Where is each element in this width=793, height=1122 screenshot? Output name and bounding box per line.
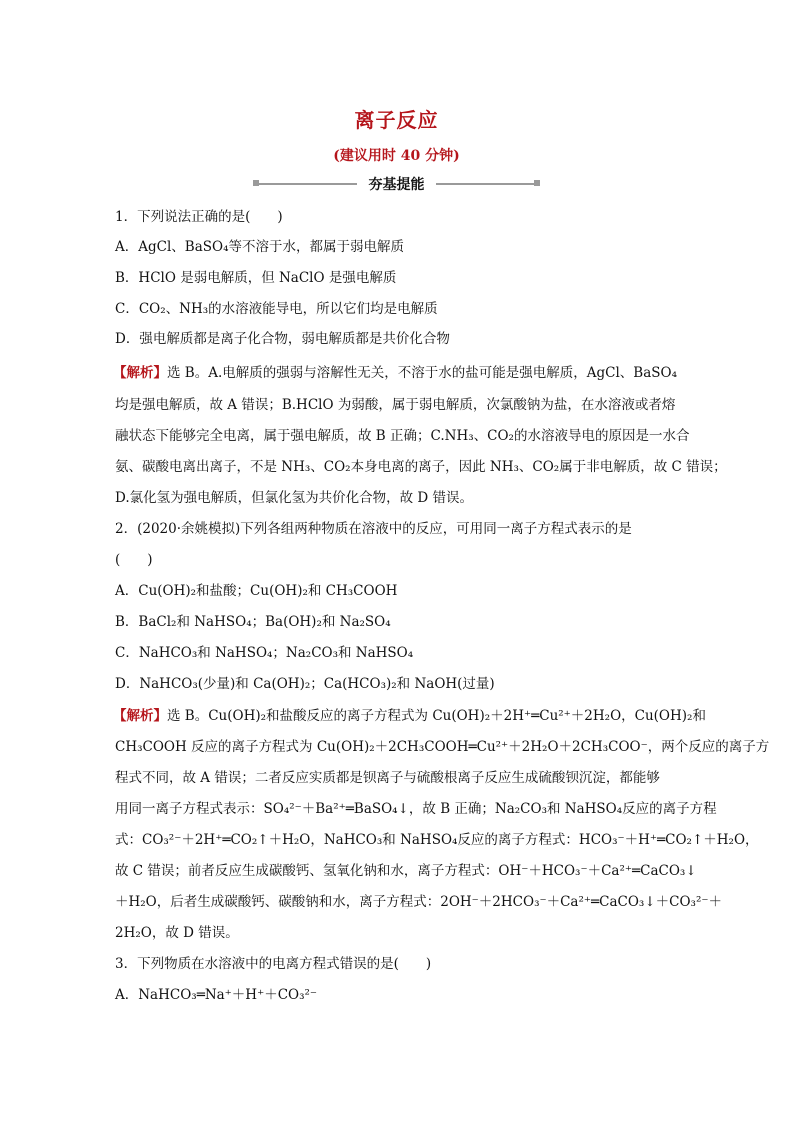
q2-option-a: A．Cu(OH)₂和盐酸；Cu(OH)₂和 CH₃COOH	[115, 583, 398, 599]
q1-stem: 1．下列说法正确的是( )	[115, 209, 283, 225]
q2-option-c: C．NaHCO₃和 NaHSO₄；Na₂CO₃和 NaHSO₄	[115, 645, 414, 661]
page-subtitle: (建议用时 40 分钟)	[333, 148, 460, 164]
section-label: 夯基提能	[368, 177, 425, 193]
q2-analysis-line-6: 故 C 错误；前者反应生成碳酸钙、氢氧化钠和水，离子方程式：OH⁻＋HCO₃⁻＋Ca²⁺═CaCO₃↓	[115, 863, 697, 879]
q1-analysis-line-2: 均是强电解质，故 A 错误；B.HClO 为弱酸，属于弱电解质，次氯酸钠为盐，在水溶液或者熔	[115, 397, 676, 413]
q1-analysis-text-1: 选 B。A.电解质的强弱与溶解性无关，不溶于水的盐可能是强电解质，AgCl、BaSO₄	[167, 365, 677, 381]
q2-stem-line-2: ( )	[115, 552, 153, 568]
page-title: 离子反应	[354, 108, 439, 132]
q2-stem-line-1: 2．(2020·余姚模拟)下列各组两种物质在溶液中的反应，可用同一离子方程式表示的是	[115, 521, 632, 537]
q2-analysis-line-5: 式：CO₃²⁻＋2H⁺═CO₂↑＋H₂O，NaHCO₃和 NaHSO₄反应的离子方程式：HCO₃⁻＋H⁺═CO₂↑＋H₂O，	[115, 832, 759, 848]
q2-analysis-line-7: ＋H₂O，后者生成碳酸钙、碳酸钠和水，离子方程式：2OH⁻＋2HCO₃⁻＋Ca²⁺═CaCO₃↓＋CO₃²⁻＋	[115, 894, 722, 910]
q2-option-d: D．NaHCO₃(少量)和 Ca(OH)₂；Ca(HCO₃)₂和 NaOH(过量)	[115, 676, 495, 692]
q2-option-b: B．BaCl₂和 NaHSO₄；Ba(OH)₂和 Na₂SO₄	[115, 614, 391, 630]
section-divider	[253, 174, 540, 194]
q2-analysis-line-4: 用同一离子方程式表示：SO₄²⁻＋Ba²⁺═BaSO₄↓，故 B 正确；Na₂CO₃和 NaHSO₄反应的离子方程	[115, 801, 717, 817]
q2-analysis-line-3: 程式不同，故 A 错误；二者反应实质都是钡离子与硫酸根离子反应生成硫酸钡沉淀，都能够	[115, 770, 660, 786]
q2-analysis-line-2: CH₃COOH 反应的离子方程式为 Cu(OH)₂＋2CH₃COOH═Cu²⁺＋2H₂O＋2CH₃COO⁻，两个反应的离子方	[115, 739, 770, 755]
q1-option-c: C．CO₂、NH₃的水溶液能导电，所以它们均是电解质	[115, 301, 438, 317]
divider-square-right	[534, 180, 540, 186]
q1-option-d: D．强电解质都是离子化合物，弱电解质都是共价化合物	[115, 331, 450, 347]
q1-analysis-line-5: D.氯化氢为强电解质，但氯化氢为共价化合物，故 D 错误。	[115, 490, 474, 506]
q1-analysis-line-3: 融状态下能够完全电离，属于强电解质，故 B 正确；C.NH₃、CO₂的水溶液导电的原因是一水合	[115, 428, 690, 444]
q2-analysis-line-1	[113, 706, 706, 726]
q2-analysis-line-8: 2H₂O，故 D 错误。	[115, 925, 239, 941]
q1-analysis-line-1	[113, 363, 688, 383]
q1-option-a: A．AgCl、BaSO₄等不溶于水，都属于弱电解质	[115, 239, 404, 255]
q2-analysis-text-1: 选 B。Cu(OH)₂和盐酸反应的离子方程式为 Cu(OH)₂＋2H⁺═Cu²⁺＋2H₂O，Cu(OH)₂和	[167, 708, 706, 724]
q3-option-a: A．NaHCO₃═Na⁺＋H⁺＋CO₃²⁻	[115, 987, 318, 1003]
analysis-tag: 【解析】	[113, 708, 167, 724]
q3-stem: 3．下列物质在水溶液中的电离方程式错误的是( )	[115, 956, 432, 972]
divider-line-right	[436, 183, 536, 185]
analysis-tag: 【解析】	[113, 365, 167, 381]
q1-option-b: B．HClO 是弱电解质，但 NaClO 是强电解质	[115, 270, 397, 286]
q1-analysis-line-4: 氨、碳酸电离出离子，不是 NH₃、CO₂本身电离的离子，因此 NH₃、CO₂属于非电解质，故 C 错误；	[115, 459, 727, 475]
